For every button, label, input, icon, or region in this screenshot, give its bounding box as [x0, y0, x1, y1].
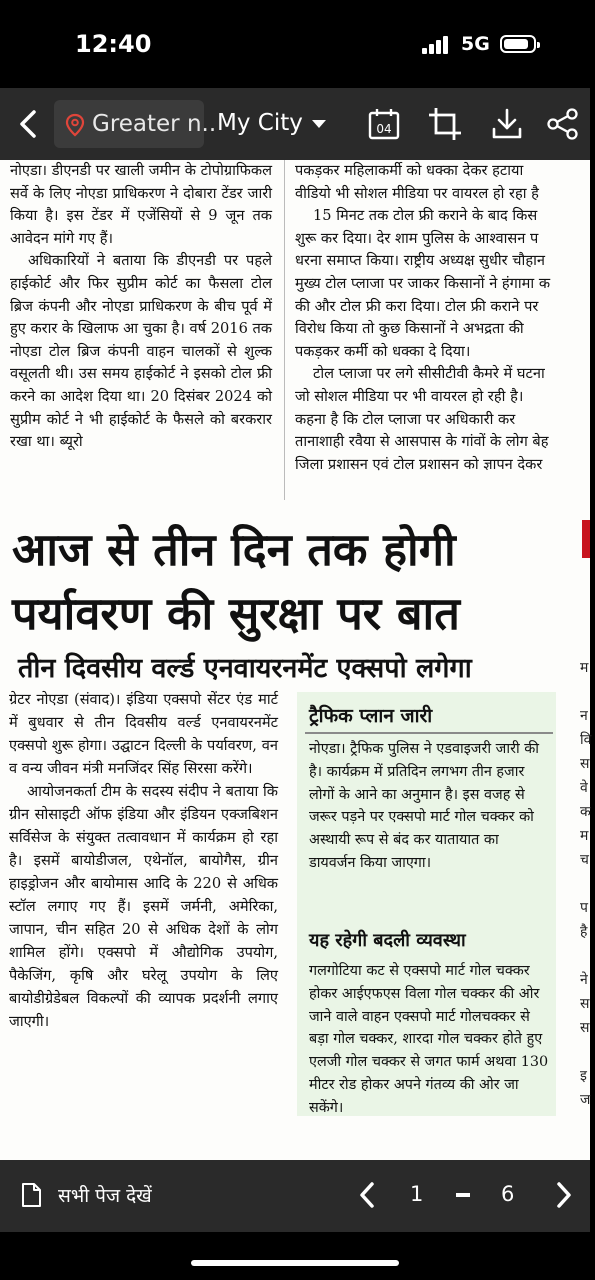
share-icon[interactable]: [546, 107, 580, 141]
text-line: कहना है कि टोल प्लाजा पर अधिकारी कर: [295, 410, 516, 428]
edge-text: ने: [580, 972, 588, 988]
current-page: 1: [410, 1182, 424, 1206]
text-line: पकड़कर कर्मी को धक्का दे दिया।: [295, 342, 471, 360]
edge-text: च: [580, 852, 589, 868]
paragraph: ग्रेटर नोएडा (संवाद)। इंडिया एक्सपो सेंटर एंड मार्ट में बुधवार से तीन दिवसीय वर्ल्ड एनवायरनमेंट एक्सपो शुरू होगा। उद्घाटन दिल्ली के पर्यावरण, वन व वन्य जीवन मंत्री मनजिंदर सिंह सिरसा करेंगे।: [9, 691, 278, 777]
text-line: विरोध किया तो कुछ किसानों ने अभद्रता की: [295, 320, 524, 338]
home-indicator[interactable]: [191, 1260, 399, 1266]
city-selector[interactable]: My City: [217, 110, 303, 136]
page-icon[interactable]: [20, 1182, 42, 1208]
text-line: जो सोशल मीडिया पर भी वायरल हो रही है।: [295, 387, 524, 405]
crop-icon[interactable]: [428, 107, 462, 141]
article-dnd-survey: [10, 160, 272, 454]
article-toll-plaza: [295, 160, 595, 476]
all-pages-button[interactable]: सभी पेज देखें: [58, 1185, 152, 1207]
edge-text: स: [580, 996, 590, 1012]
paragraph: अधिकारियों ने बताया कि डीएनडी पर पहले हाईकोर्ट और फिर सुप्रीम कोर्ट का फैसला टोल ब्रिज कंपनी और नोएडा प्राधिकरण के बीच पूर्व में हुए करार के खिलाफ आ चुका है। वर्ष 2016 तक नोएडा टोल ब्रिज कंपनी वाहन चालकों से शुल्क वसूलती थी। उस समय हाईकोर्ट ने इसको टोल फ्री करने का आदेश दिया था। 20 दिसंबर 2024 को सुप्रीम कोर्ट ने भी हाईकोर्ट के फैसले को बरकरार रखा था। ब्यूरो: [10, 252, 273, 451]
edge-text: वि: [580, 732, 592, 748]
traffic-box-title: ट्रैफिक प्लान जारी: [309, 705, 433, 727]
traffic-box-body-2: गलगोटिया कट से एक्सपो मार्ट गोल चक्कर होकर आईएफएस विला गोल चक्कर की ओर जाने वाले वाहन एक्सपो मार्ट गोलचक्कर से बड़ा गोल चक्कर, शारदा गोल चक्कर होते हुए एलजी गोल चक्कर से जगत फार्म अथवा 130 मीटर रोड होकर अपने गंतव्य की ओर जा सकेंगे।: [309, 963, 549, 1116]
edge-text: प: [580, 900, 588, 916]
edge-text: म: [580, 660, 589, 676]
location-chip[interactable]: [54, 100, 217, 148]
calendar-icon[interactable]: [367, 107, 401, 141]
edge-text: न: [580, 708, 588, 724]
location-chip-label: Greater n..: [92, 111, 217, 137]
edge-text: ज: [580, 1092, 591, 1108]
status-time: 12:40: [75, 30, 152, 58]
next-page-icon[interactable]: [553, 1180, 575, 1210]
edge-text: स: [580, 1020, 590, 1036]
paragraph: आयोजनकर्ता टीम के सदस्य संदीप ने बताया कि ग्रीन सोसाइटी ऑफ इंडिया और इंडियन एक्जबिशन सर्विसेज के संयुक्त तत्वावधान में कार्यक्रम हो रहा है। इसमें बायोडीजल, एथेनॉल, बायोगैस, ग्रीन हाइड्रोजन और बायोमास आदि के 220 से अधिक स्टॉल लगाए गए हैं। इसमें जर्मनी, अमेरिका, जापान, चीन सहित 20 से अधिक देशों के लोग शामिल होंगे। एक्सपो में औद्योगिक उपयोग, पैकेजिंग, कृषि और घरेलू उपयोग के लिए बायोडीग्रेडेबल विकल्पों की व्यापक प्रदर्शनी लगाए जाएगी।: [9, 783, 278, 1030]
total-pages: 6: [501, 1182, 515, 1206]
text-line: वीडियो भी सोशल मीडिया पर वायरल हो रहा है: [295, 184, 539, 202]
text-line: टोल प्लाजा पर लगे सीसीटीवी कैमरे में घटना: [313, 365, 545, 383]
edge-text: क: [580, 804, 591, 820]
divider: [305, 732, 553, 734]
traffic-plan-box: [297, 692, 556, 1116]
edge-text: वे: [580, 780, 588, 796]
page-separator: [456, 1193, 470, 1197]
text-line: की और टोल फ्री करा दिया। टोल फ्री कराने पर: [295, 297, 539, 315]
text-line: तानाशाही रवैया से आसपास के गांवों के लोग बेह: [295, 433, 549, 451]
edge-text: है: [580, 924, 588, 940]
red-accent-mark: [582, 520, 590, 558]
text-line: मुख्य टोल प्लाजा पर जाकर किसानों ने हंगामा क: [295, 274, 551, 292]
edge-text: इ: [580, 1068, 587, 1084]
text-line: पकड़कर महिलाकर्मी को धक्का देकर हटाया: [295, 162, 524, 179]
text-line: 15 मिनट तक टोल फ्री कराने के बाद किस: [313, 207, 538, 225]
text-line: शुरू कर दिया। देर शाम पुलिस के आश्वासन प: [295, 229, 539, 247]
chevron-down-icon[interactable]: [312, 120, 326, 128]
network-type: 5G: [461, 33, 490, 55]
download-icon[interactable]: [490, 107, 524, 141]
text-line: जिला प्रशासन एवं टोल प्रशासन को ज्ञापन देकर: [295, 455, 543, 473]
top-toolbar: [0, 88, 590, 160]
back-arrow-icon[interactable]: [12, 106, 46, 142]
text-line: धरना समाप्त किया। राष्ट्रीय अध्यक्ष सुधीर चौहान: [295, 252, 545, 270]
edge-text: म: [580, 828, 589, 844]
traffic-box-body: नोएडा। ट्रैफिक पुलिस ने एडवाइजरी जारी की है। कार्यक्रम में प्रतिदिन लगभग तीन हजार लोगों के आने का अनुमान है। इस वजह से जरूर पड़ने पर एक्सपो मार्ट गोल चक्कर को अस्थायी रूप से बंद कर यातायात का डायवर्जन किया जाएगा।: [309, 741, 540, 871]
bottom-bar: [0, 1160, 590, 1232]
battery-icon: [500, 35, 536, 53]
subheadline: तीन दिवसीय वर्ल्ड एनवायरनमेंट एक्सपो लगेगा: [18, 653, 472, 684]
home-indicator-area: [0, 1232, 590, 1280]
location-pin-icon: [65, 113, 85, 137]
traffic-box-subtitle: यह रहेगी बदली व्यवस्था: [309, 930, 466, 951]
newspaper-page[interactable]: [0, 160, 590, 1160]
headline-line-2: पर्यावरण की सुरक्षा पर बात: [12, 587, 460, 640]
calendar-day: 04: [376, 122, 392, 136]
previous-page-icon[interactable]: [356, 1180, 378, 1210]
headline-line-1: आज से तीन दिन तक होगी: [12, 523, 456, 576]
signal-icon: [422, 36, 454, 54]
column-divider: [284, 160, 285, 500]
status-bar: [0, 0, 590, 88]
paragraph: नोएडा। डीएनडी पर खाली जमीन के टोपोग्राफिकल सर्वे के लिए नोएडा प्राधिकरण ने दोबारा टेंडर जारी किया है। इस टेंडर में एजेंसियों से 9 जून तक आवेदन मांगे गए हैं।: [10, 162, 272, 247]
edge-text: स: [580, 756, 590, 772]
article-environment-expo: [9, 688, 278, 1033]
